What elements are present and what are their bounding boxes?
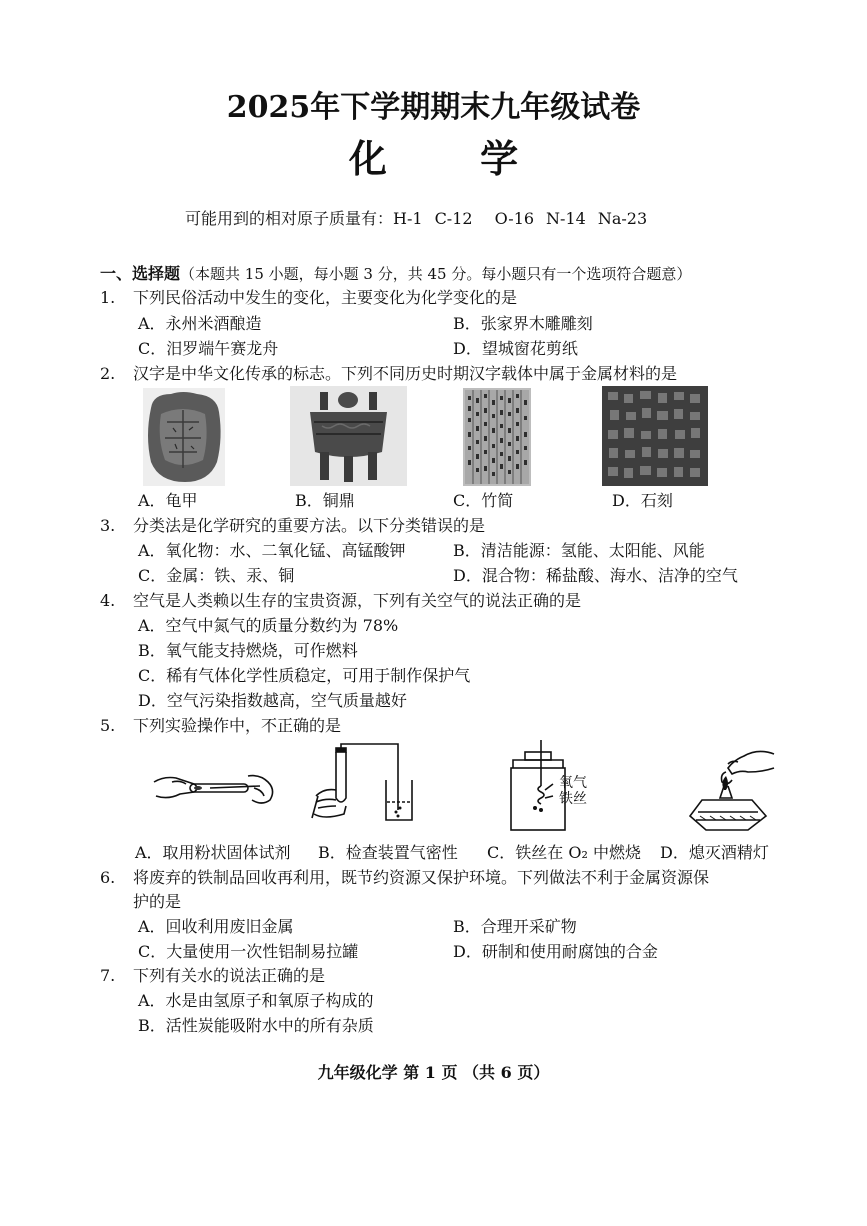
option-b[interactable]: B．铜鼎 (295, 491, 355, 510)
mass-h: H-1 (393, 209, 423, 228)
option-a[interactable]: A．龟甲 (138, 491, 198, 510)
option-c[interactable]: C．铁丝在 O₂ 中燃烧 (487, 843, 641, 862)
option-c[interactable]: C．金属：铁、汞、铜 (138, 566, 295, 585)
mass-c: C-12 (434, 209, 473, 228)
option-b[interactable]: B．氧气能支持燃烧，可作燃料 (138, 641, 358, 660)
option-b[interactable]: B．活性炭能吸附水中的所有杂质 (138, 1016, 374, 1035)
airtightness-figure (308, 740, 420, 830)
iron-wire-label: 铁丝 (559, 791, 587, 807)
option-d[interactable]: D．望城窗花剪纸 (453, 339, 578, 358)
section-choice-heading (100, 261, 691, 284)
exam-subject: 化 学 (348, 136, 559, 181)
question-text: 分类法是化学研究的重要方法。以下分类错误的是 (133, 516, 486, 535)
option-d[interactable]: D．石刻 (612, 491, 673, 510)
option-c[interactable]: C．汨罗端午赛龙舟 (138, 339, 279, 358)
powder-sampling-figure (150, 760, 280, 816)
option-c[interactable]: C．稀有气体化学性质稳定，可用于制作保护气 (138, 666, 471, 685)
option-c[interactable]: C．大量使用一次性铝制易拉罐 (138, 942, 359, 961)
page-footer: 九年级化学 第 1 页 （共 6 页） (317, 1063, 550, 1082)
option-a[interactable]: A．回收利用废旧金属 (138, 917, 294, 936)
option-b[interactable]: B．合理开采矿物 (453, 917, 577, 936)
question-text: 空气是人类赖以生存的宝贵资源，下列有关空气的说法正确的是 (133, 591, 582, 610)
section-title: 一、选择题 (100, 264, 181, 283)
option-c[interactable]: C．竹简 (453, 491, 514, 510)
option-d[interactable]: D．空气污染指数越高，空气质量越好 (138, 691, 407, 710)
option-a[interactable]: A．氧化物：水、二氧化锰、高锰酸钾 (138, 541, 406, 560)
option-a[interactable]: A．空气中氮气的质量分数约为 78% (138, 616, 399, 635)
option-a[interactable]: A．水是由氢原子和氧原子构成的 (138, 991, 374, 1010)
question-number: 3. (100, 516, 116, 535)
question-text: 下列民俗活动中发生的变化，主要变化为化学变化的是 (133, 288, 518, 307)
question-text: 将废弃的铁制品回收再利用，既节约资源又保护环境。下列做法不利于金属资源保 (133, 868, 710, 887)
question-number: 4. (100, 591, 116, 610)
section-note: （本题共 15 小题，每小题 3 分，共 45 分。每小题只有一个选项符合题意） (180, 265, 692, 283)
mass-n: N-14 (546, 209, 586, 228)
atomic-masses-label: 可能用到的相对原子质量有： (185, 209, 394, 228)
option-d[interactable]: D．混合物：稀盐酸、海水、洁净的空气 (453, 566, 738, 585)
question-text-continued: 护的是 (133, 892, 182, 911)
stone-inscription-image (602, 386, 708, 486)
option-b[interactable]: B．张家界木雕雕刻 (453, 314, 593, 333)
option-d[interactable]: D．熄灭酒精灯 (660, 843, 769, 862)
option-a[interactable]: A．取用粉状固体试剂 (135, 843, 291, 862)
question-text: 汉字是中华文化传承的标志。下列不同历史时期汉字载体中属于金属材料的是 (133, 364, 678, 383)
question-number: 2. (100, 364, 116, 383)
question-number: 7. (100, 966, 116, 985)
option-b[interactable]: B．清洁能源：氢能、太阳能、风能 (453, 541, 705, 560)
atomic-masses (185, 206, 659, 229)
tortoise-shell-image (143, 388, 225, 486)
extinguish-lamp-figure (688, 742, 778, 834)
option-a[interactable]: A．永州米酒酿造 (138, 314, 262, 333)
option-d[interactable]: D．研制和使用耐腐蚀的合金 (453, 942, 658, 961)
oxygen-label: 氧气 (559, 775, 587, 791)
question-number: 6. (100, 868, 116, 887)
bamboo-slips-image (463, 388, 531, 486)
mass-o: O-16 (494, 209, 535, 228)
exam-title: 2025年下学期期末九年级试卷 (226, 90, 641, 125)
bronze-ding-image (290, 386, 407, 486)
question-number: 5. (100, 716, 116, 735)
question-text: 下列实验操作中，不正确的是 (133, 716, 342, 735)
question-text: 下列有关水的说法正确的是 (133, 966, 326, 985)
question-number: 1. (100, 288, 116, 307)
option-b[interactable]: B．检查装置气密性 (318, 843, 458, 862)
mass-na: Na-23 (597, 209, 648, 228)
